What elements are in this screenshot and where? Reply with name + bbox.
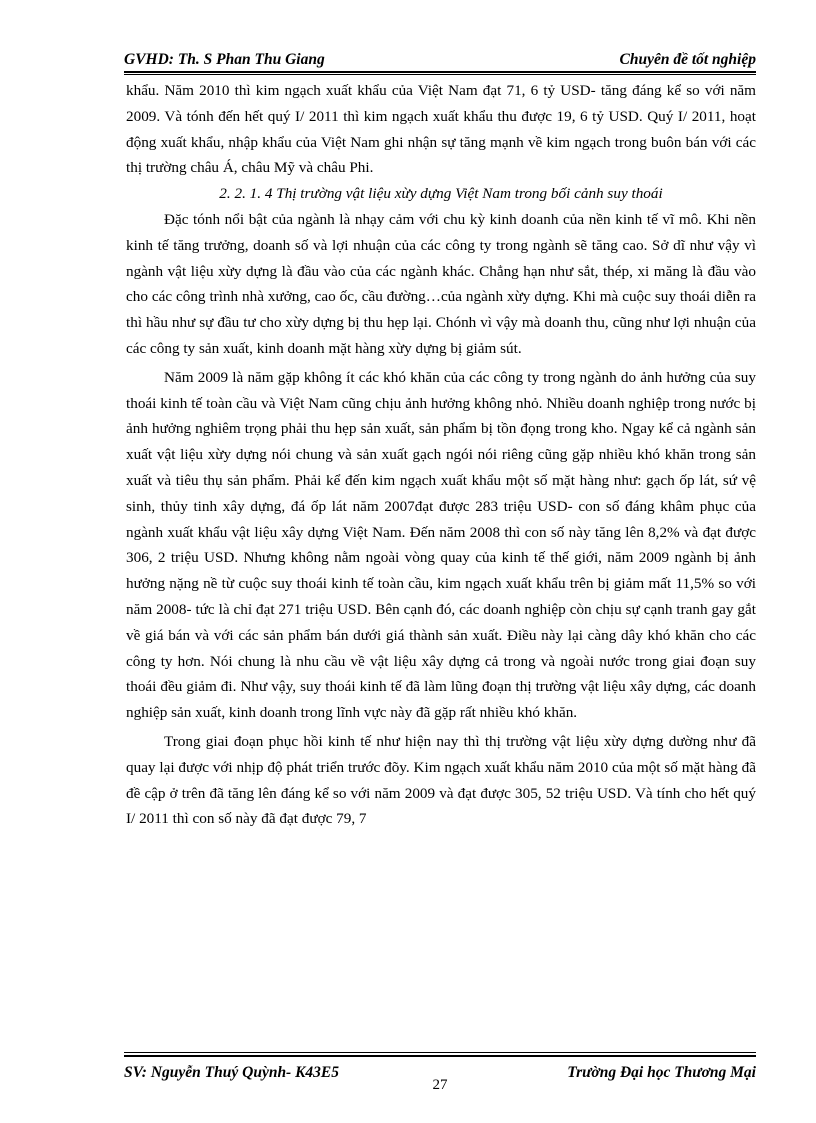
header-rule-thin	[124, 74, 756, 75]
section-subheading: 2. 2. 1. 4 Thị trường vật liệu xừy dựng Việt Nam trong bối cảnh suy thoái	[219, 185, 663, 203]
page-number: 27	[432, 1077, 448, 1093]
paragraph-2: Năm 2009 là năm gặp không ít các khó khăn của các công ty trong ngành do ảnh hưởng của suy thoái kinh tế toàn cầu và Việt Nam cũng chịu ảnh hưởng không nhỏ. Nhiều doanh nghiệp trong nước bị ảnh hưởng nghiêm trọng phải thu hẹp sản xuất, sản phẩm bị tồn đọng trong kho. Ngay kể cả ngành sản xuất vật liệu xừy dựng nói chung và sản xuất gạch ngói nói riêng cũng gặp nhiều khó khăn trong sản xuất và tiêu thụ sản phẩm. Phải kể đến kim ngạch xuất khẩu một số mặt hàng như: gạch ốp lát, sứ vệ sinh, thủy tinh xây dựng, đá ốp lát năm 2007đạt được 283 triệu USD- con số đáng khâm phục của ngành xuất khẩu vật liệu xây dựng Việt Nam. Đến năm 2008 thì con số này tăng lên 8,2% và đạt được 306, 2 triệu USD. Nhưng không nằm ngoài vòng quay của kinh tế thế giới, năm 2009 ngành bị ảnh hưởng nặng nề từ cuộc suy thoái kinh tế toàn cầu, kim ngạch xuất khẩu trên bị giảm mất 11,5% so với năm 2008- tức là chỉ đạt 271 triệu USD. Bên cạnh đó, các doanh nghiệp còn chịu sự cạnh tranh gay gắt về giá bán và với các sản phẩm bán dưới giá thành sản xuất. Điều này lại càng dây khó khăn cho các công ty hơn. Nói chung là nhu cầu về vật liệu xây dựng cả trong và ngoài nước trong giai đoạn suy thoái đều giảm đi. Như vậy, suy thoái kinh tế đã làm lũng đoạn thị trường vật liệu xây dựng, các doanh nghiệp sản xuất, kinh doanh trong lĩnh vực này đã gặp rất nhiều khó khăn.	[126, 368, 756, 722]
paragraph-3: Trong giai đoạn phục hồi kinh tế như hiện nay thì thị trường vật liệu xừy dựng dường như đã quay lại được với nhịp độ phát triển trước đõy. Kim ngạch xuất khẩu năm 2010 của một số mặt hàng đã đề cập ở trên đã tăng lên đáng kể so với năm 2009 và đạt được 305, 52 triệu USD. Và tính cho hết quý I/ 2011 thì con số này đã đạt được 79, 7	[126, 732, 756, 828]
page-header	[124, 48, 756, 72]
footer-university: Trường Đại học Thương Mại	[567, 1064, 756, 1081]
paragraph-1: Đặc tónh nổi bật của ngành là nhạy cảm với chu kỳ kinh doanh của nền kinh tế vĩ mô. Khi nền kinh tế tăng trưởng, doanh số và lợi nhuận của các công ty trong ngành sẽ tăng cao. Sở dĩ như vậy vì ngành vật liệu xừy dựng là đầu vào của các ngành khác. Chẳng hạn như sắt, thép, xi măng là đầu vào cho các công trình nhà xưởng, cao ốc, cầu đường…của ngành xừy dựng. Khi mà cuộc suy thoái diễn ra thì hầu như sự đầu tư cho xừy dựng bị thu hẹp lại. Chónh vì vậy mà doanh thu, cũng như lợi nhuận của các công ty sản xuất, kinh doanh mặt hàng xừy dựng bị giảm sút.	[126, 210, 756, 357]
footer-rule-thick	[124, 1055, 756, 1057]
header-supervisor: GVHD: Th. S Phan Thu Giang	[124, 51, 325, 68]
header-rule-thick	[124, 71, 756, 73]
document-body	[126, 78, 756, 832]
page-footer	[124, 1060, 756, 1100]
footer-rule-thin	[124, 1052, 756, 1053]
header-report-title: Chuyên đề tốt nghiệp	[619, 51, 756, 68]
paragraph-intro: khẩu. Năm 2010 thì kim ngạch xuất khẩu của Việt Nam đạt 71, 6 tỷ USD- tăng đáng kể so với năm 2009. Và tónh đến hết quý I/ 2011 thì kim ngạch xuất khẩu thu được 19, 6 tỷ USD. Quý I/ 2011, hoạt động xuất khẩu, nhập khẩu của Việt Nam ghi nhận sự tăng mạnh về kim ngạch trong buôn bán với các thị trường châu Á, châu Mỹ và châu Phi.	[126, 82, 756, 177]
footer-student: SV: Nguyễn Thuý Quỳnh- K43E5	[124, 1064, 340, 1081]
